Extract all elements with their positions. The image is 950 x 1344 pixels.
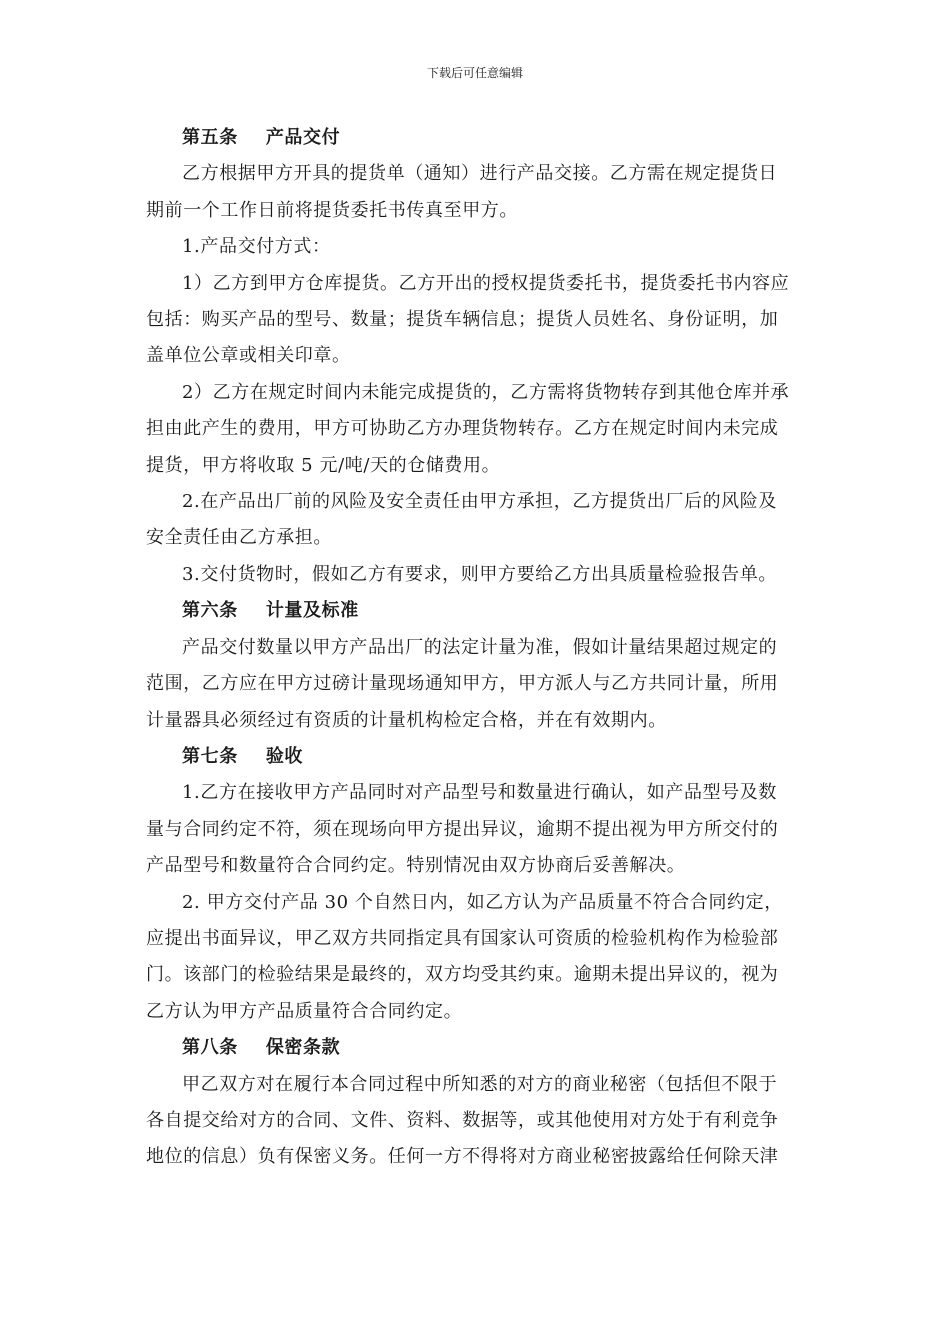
document-body [146, 120, 806, 1176]
text-line: 乙方根据甲方开具的提货单（通知）进行产品交接。乙方需在规定提货日 [182, 163, 778, 185]
page-header: 下载后可任意编辑 [426, 66, 523, 80]
text-line: 2.在产品出厂前的风险及安全责任由甲方承担，乙方提货出厂后的风险及 [182, 491, 777, 513]
text-line: 乙方认为甲方产品质量符合合同约定。 [146, 1000, 463, 1022]
text-line: 1.乙方在接收甲方产品同时对产品型号和数量进行确认，如产品型号及数 [182, 782, 777, 804]
text-line: 门。该部门的检验结果是最终的，双方均受其约束。逾期未提出异议的，视为 [146, 964, 779, 986]
text-line: 2）乙方在规定时间内未能完成提货的，乙方需将货物转存到其他仓库并承 [182, 381, 790, 403]
article-title: 验收 [265, 745, 304, 767]
text-line: 包括：购买产品的型号、数量；提货车辆信息；提货人员姓名、身份证明，加 [146, 309, 779, 331]
text-line: 各自提交给对方的合同、文件、资料、数据等，或其他使用对方处于有利竞争 [146, 1109, 779, 1131]
article-number: 第六条 [182, 600, 238, 622]
article-title: 产品交付 [265, 127, 341, 148]
text-line: 产品交付数量以甲方产品出厂的法定计量为准，假如计量结果超过规定的 [182, 636, 778, 658]
article-8-heading [146, 1030, 806, 1066]
text-line: 计量器具必须经过有资质的计量机构检定合格，并在有效期内。 [146, 709, 667, 731]
article-title: 保密条款 [265, 1037, 341, 1059]
article-number: 第七条 [182, 745, 238, 767]
text-line: 甲乙双方对在履行本合同过程中所知悉的对方的商业秘密（包括但不限于 [182, 1073, 778, 1095]
text-line: 范围，乙方应在甲方过磅计量现场通知甲方，甲方派人与乙方共同计量，所用 [146, 673, 779, 695]
text-line: 担由此产生的费用，甲方可协助乙方办理货物转存。乙方在规定时间内未完成 [146, 418, 779, 440]
text-line: 提货，甲方将收取 5 元/吨/天的仓储费用。 [146, 454, 501, 476]
article-6-heading [146, 593, 806, 629]
text-line: 2. 甲方交付产品 30 个自然日内，如乙方认为产品质量不符合合同约定， [182, 891, 783, 913]
text-line: 期前一个工作日前将提货委托书传真至甲方。 [146, 199, 518, 221]
text-line: 1）乙方到甲方仓库提货。乙方开出的授权提货委托书，提货委托书内容应 [182, 272, 790, 294]
text-line: 量与合同约定不符，须在现场向甲方提出异议，逾期不提出视为甲方所交付的 [146, 818, 779, 840]
text-line: 3.交付货物时，假如乙方有要求，则甲方要给乙方出具质量检验报告单。 [182, 563, 777, 585]
article-5-heading [146, 120, 806, 156]
article-7-heading [146, 739, 806, 775]
text-line: 盖单位公章或相关印章。 [146, 345, 351, 367]
article-title: 计量及标准 [265, 600, 359, 622]
text-line: 1.产品交付方式： [182, 236, 331, 258]
text-line: 安全责任由乙方承担。 [146, 527, 332, 549]
article-number: 第八条 [182, 1037, 238, 1059]
text-line: 产品型号和数量符合合同约定。特别情况由双方协商后妥善解决。 [146, 855, 686, 877]
text-line: 地位的信息）负有保密义务。任何一方不得将对方商业秘密披露给任何除天津 [146, 1146, 779, 1168]
text-line: 应提出书面异议，甲乙双方共同指定具有国家认可资质的检验机构作为检验部 [146, 927, 779, 949]
article-number: 第五条 [182, 127, 238, 148]
